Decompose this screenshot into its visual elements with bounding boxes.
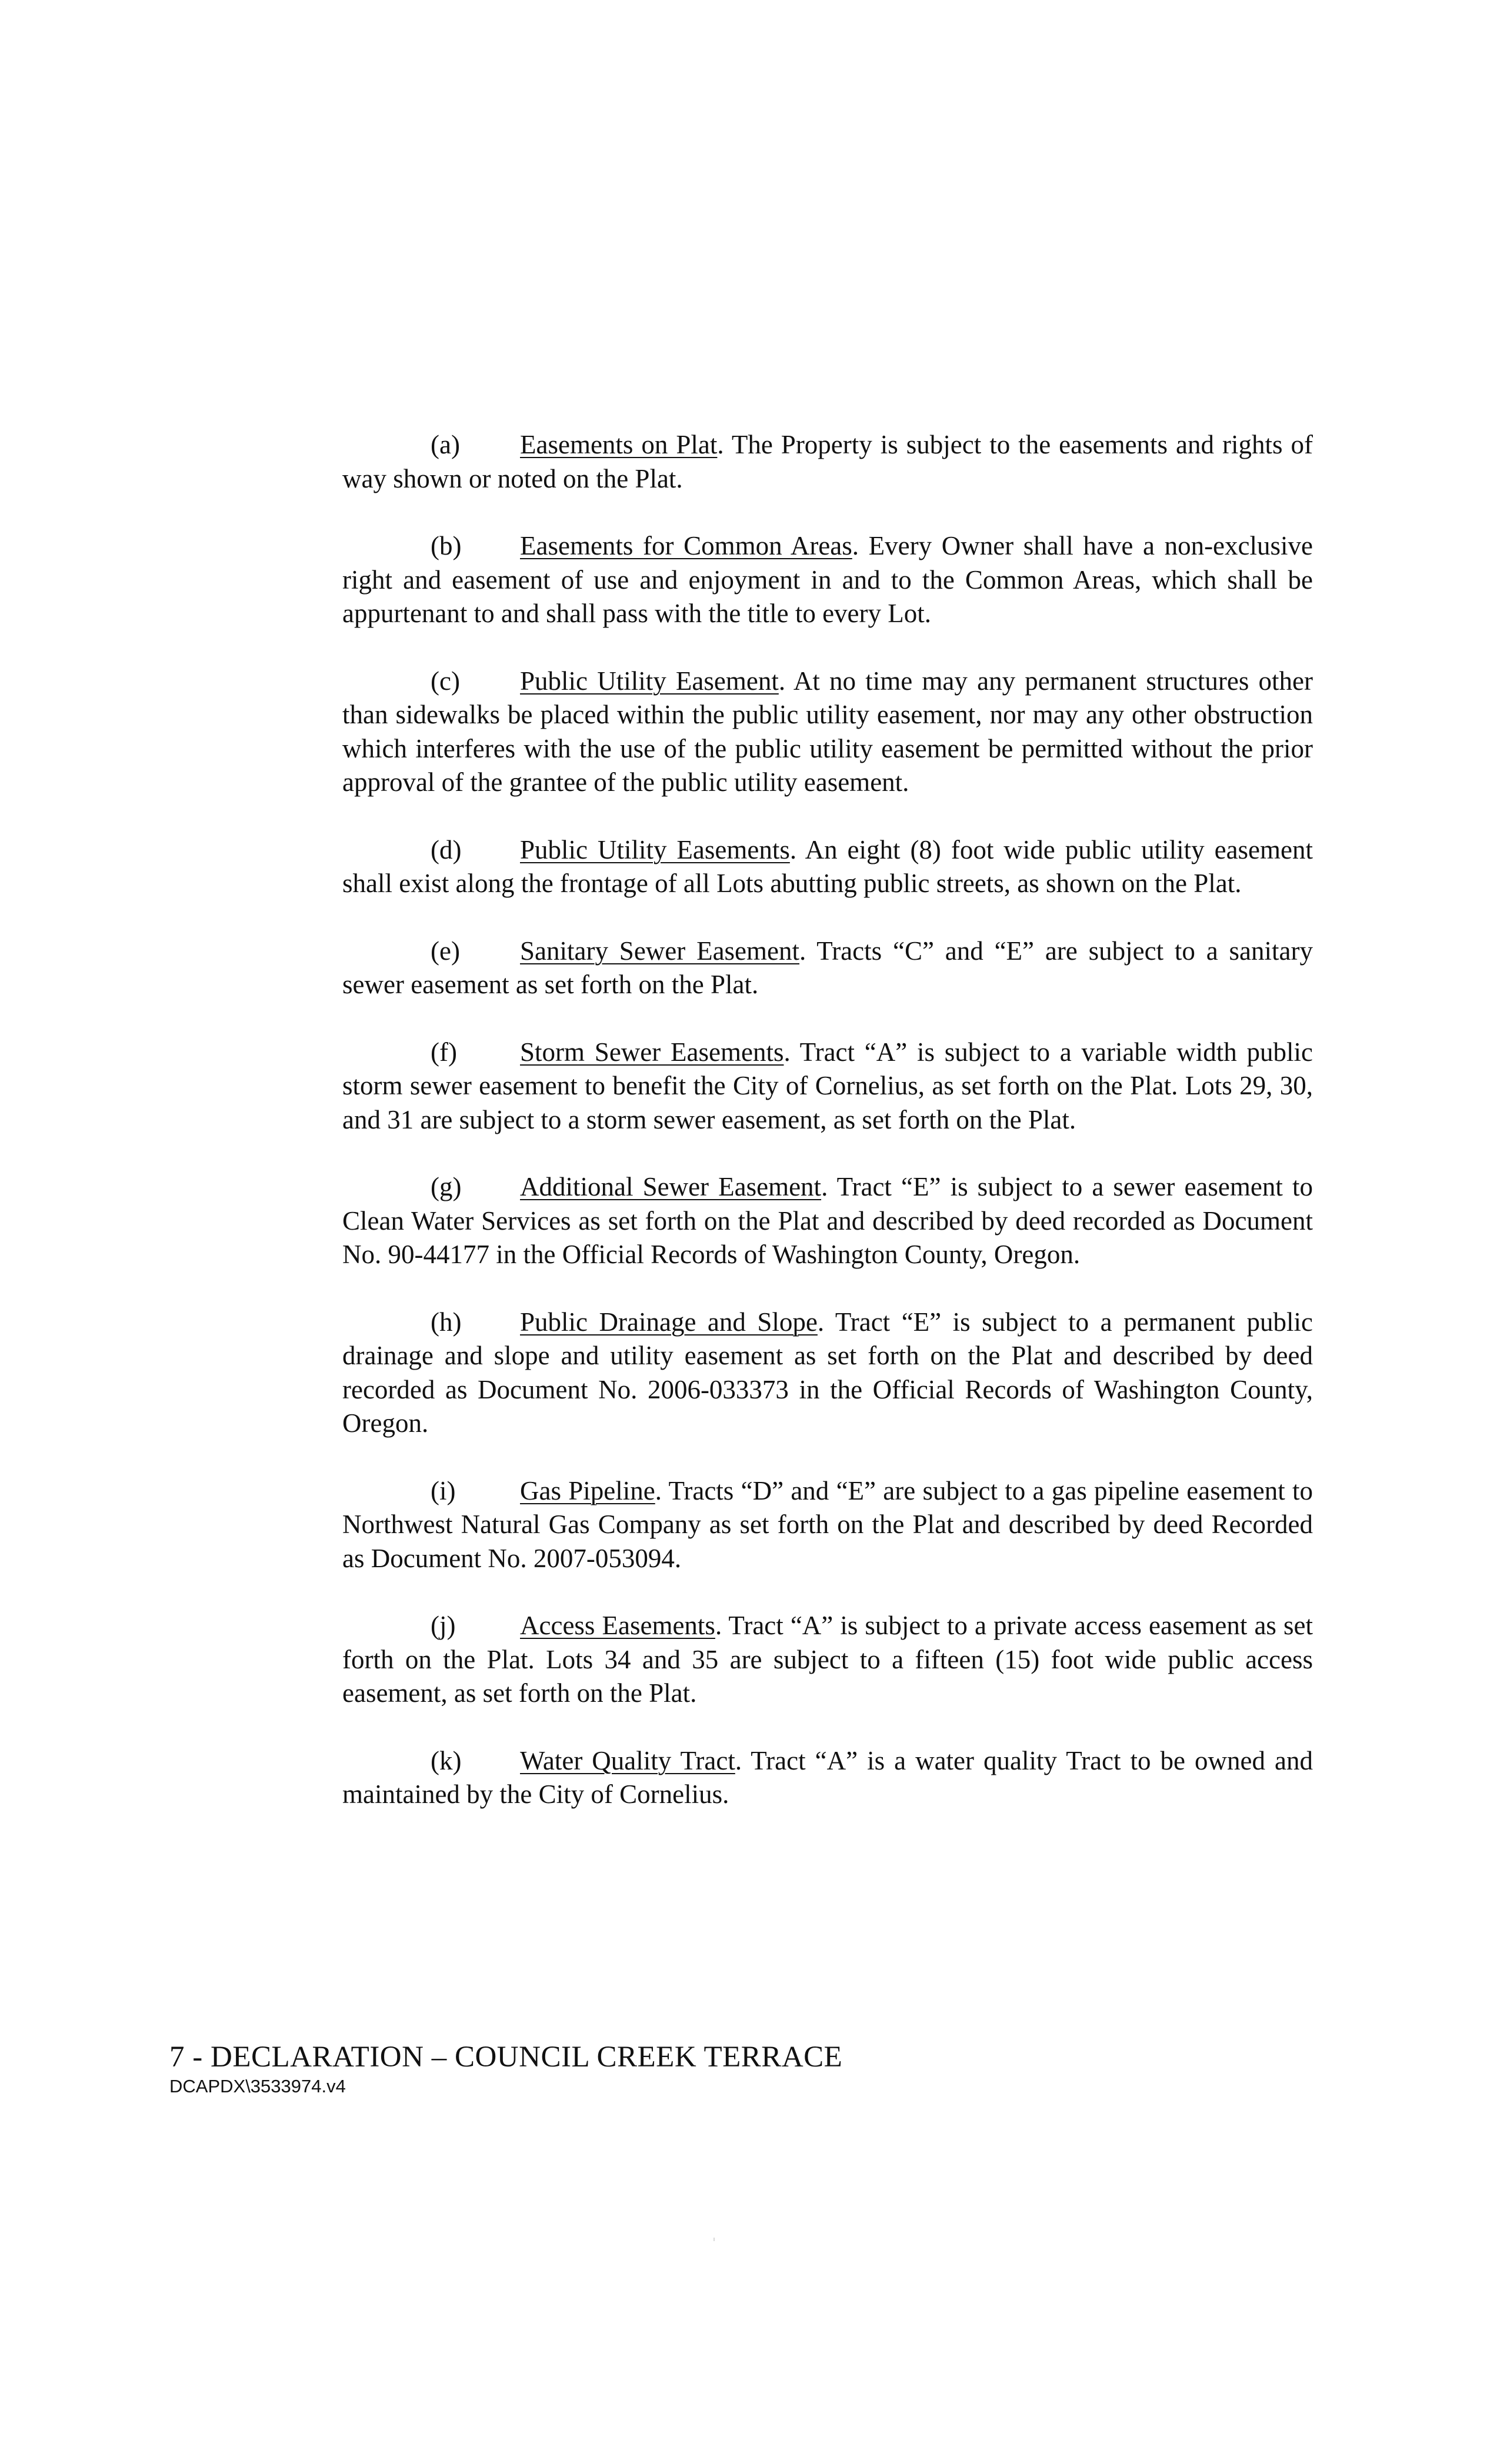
paragraph-label: (j) bbox=[431, 1611, 456, 1640]
paragraph-text: . Tract “A” is a water quality Tract to be owned and maintained by the City of Cornelius. bbox=[342, 1745, 1313, 1809]
paragraph-text: . Every Owner shall have a non-exclusive right and easement of use and enjoyment in and to the Common Areas, which shall be appurtenant to and shall pass with the title to every Lot. bbox=[342, 531, 1313, 628]
paragraph-heading: Easements for Common Areas bbox=[520, 531, 852, 560]
paragraph-heading: Public Utility Easement bbox=[520, 666, 779, 696]
paragraph-heading: Sanitary Sewer Easement bbox=[520, 936, 800, 966]
paragraph-label: (b) bbox=[431, 531, 462, 560]
paragraph-e bbox=[342, 934, 1313, 1002]
paragraph-heading: Gas Pipeline bbox=[520, 1475, 655, 1505]
paragraph-d bbox=[342, 833, 1313, 901]
paragraph-label: (g) bbox=[431, 1172, 462, 1201]
paragraph-b bbox=[342, 529, 1313, 631]
paragraph-text: . At no time may any permanent structures other than sidewalks be placed within the public utility easement, nor may any other obstruction which interferes with the use of the public utility easement be permitted without the prior approval of the grantee of the public utility easement. bbox=[342, 666, 1313, 797]
paragraph-heading: Water Quality Tract bbox=[520, 1745, 735, 1775]
paragraph-heading: Additional Sewer Easement bbox=[520, 1172, 822, 1201]
paragraph-a bbox=[342, 428, 1313, 496]
paragraph-heading: Public Utility Easements bbox=[520, 834, 790, 864]
paragraph-f bbox=[342, 1036, 1313, 1137]
paragraph-label: (c) bbox=[431, 666, 460, 696]
footer-title: 7 - DECLARATION – COUNCIL CREEK TERRACE bbox=[169, 2041, 843, 2074]
paragraph-heading: Storm Sewer Easements bbox=[520, 1037, 784, 1067]
paragraph-text: . Tract “A” is subject to a variable width public storm sewer easement to benefit the City of Cornelius, as set forth on the Plat. Lots 29, 30, and 31 are subject to a storm sewer easement, as set forth on the Plat. bbox=[342, 1037, 1313, 1134]
paragraph-k bbox=[342, 1744, 1313, 1812]
paragraph-text: . The Property is subject to the easements and rights of way shown or noted on the Plat. bbox=[342, 430, 1313, 493]
paragraph-label: (k) bbox=[431, 1745, 462, 1775]
paragraph-label: (i) bbox=[431, 1475, 456, 1505]
paragraph-g bbox=[342, 1170, 1313, 1272]
paragraph-c bbox=[342, 665, 1313, 800]
paragraph-i bbox=[342, 1474, 1313, 1576]
paragraph-text: . An eight (8) foot wide public utility easement shall exist along the frontage of all Lots abutting public streets, as shown on the Plat. bbox=[342, 834, 1313, 898]
paragraph-heading: Easements on Plat bbox=[520, 430, 718, 459]
paragraph-text: . Tract “A” is subject to a private access easement as set forth on the Plat. Lots 34 and 35 are subject to a fifteen (15) foot wide public access easement, as set forth on the Plat. bbox=[342, 1611, 1313, 1708]
paragraph-label: (e) bbox=[431, 936, 460, 966]
paragraph-heading: Public Drainage and Slope bbox=[520, 1307, 818, 1337]
paragraph-text: . Tract “E” is subject to a sewer easement to Clean Water Services as set forth on the Plat and described by deed recorded as Document No. 90-44177 in the Official Records of Washington County, Oregon. bbox=[342, 1172, 1313, 1269]
paragraph-text: . Tract “E” is subject to a permanent public drainage and slope and utility easement as set forth on the Plat and described by deed recorded as Document No. 2006-033373 in the Official Records of Washington County, Oregon. bbox=[342, 1307, 1313, 1438]
page-footer bbox=[169, 2039, 1287, 2098]
paragraph-heading: Access Easements bbox=[520, 1611, 715, 1640]
paragraph-label: (h) bbox=[431, 1307, 462, 1337]
scan-speck bbox=[714, 2238, 715, 2241]
paragraph-h bbox=[342, 1306, 1313, 1441]
paragraph-j bbox=[342, 1609, 1313, 1711]
paragraph-text: . Tracts “D” and “E” are subject to a gas pipeline easement to Northwest Natural Gas Company as set forth on the Plat and described by deed Recorded as Document No. 2007-053094. bbox=[342, 1475, 1313, 1573]
paragraph-label: (a) bbox=[431, 430, 460, 459]
document-body bbox=[342, 428, 1313, 1845]
paragraph-label: (f) bbox=[431, 1037, 457, 1067]
paragraph-text: . Tracts “C” and “E” are subject to a sanitary sewer easement as set forth on the Plat. bbox=[342, 936, 1313, 999]
paragraph-label: (d) bbox=[431, 834, 462, 864]
footer-document-id: DCAPDX\3533974.v4 bbox=[169, 2076, 346, 2096]
